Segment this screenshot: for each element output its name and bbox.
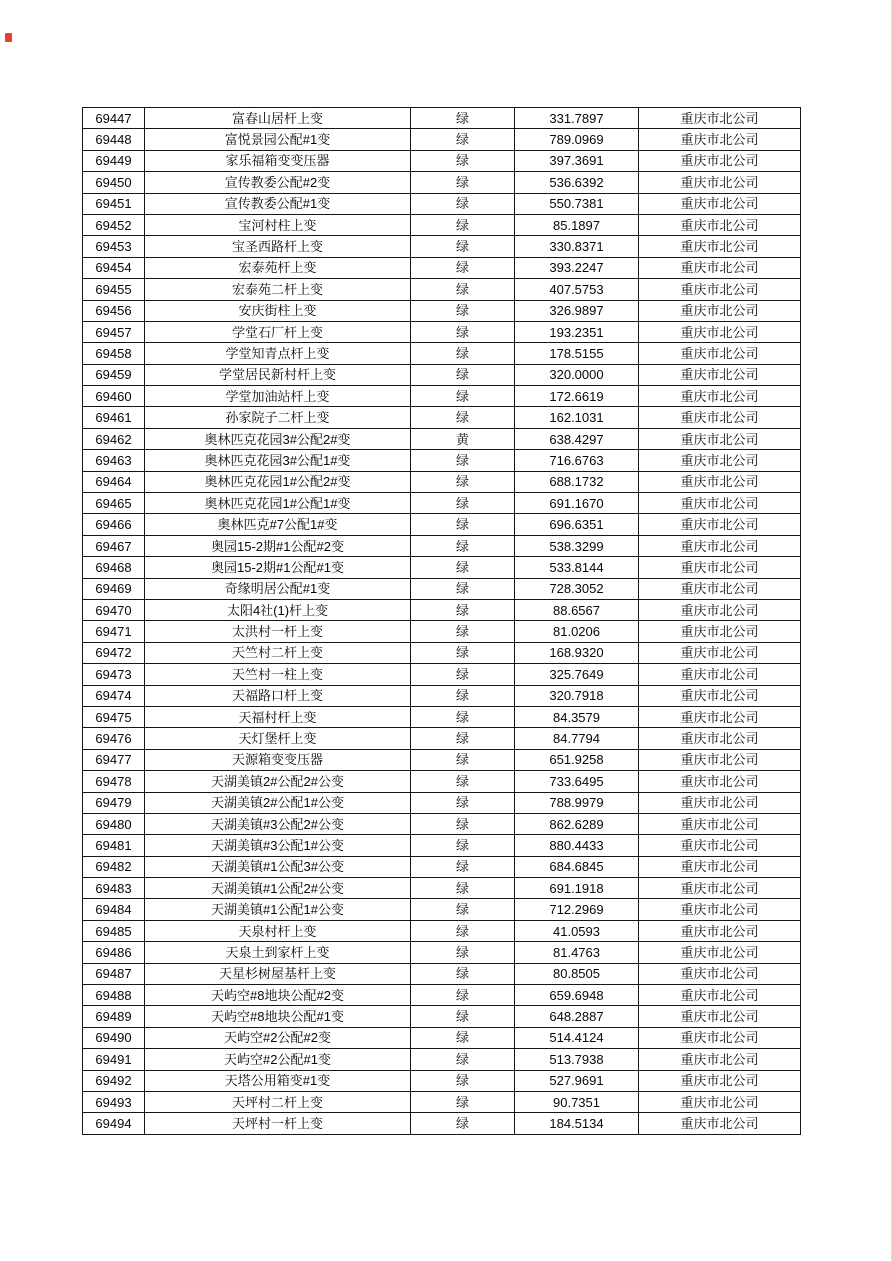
value-cell: 728.3052	[515, 578, 639, 599]
value-cell: 638.4297	[515, 428, 639, 449]
name-cell: 天湖美镇#3公配2#公变	[145, 813, 411, 834]
name-cell: 奥林匹克花园3#公配1#变	[145, 450, 411, 471]
table-row	[83, 386, 801, 407]
status-cell: 绿	[411, 728, 515, 749]
table-row	[83, 920, 801, 941]
value-cell: 84.3579	[515, 706, 639, 727]
id-cell: 69467	[83, 535, 145, 556]
id-cell: 69450	[83, 172, 145, 193]
value-cell: 90.7351	[515, 1091, 639, 1112]
table-row	[83, 300, 801, 321]
company-cell: 重庆市北公司	[639, 428, 801, 449]
company-cell: 重庆市北公司	[639, 364, 801, 385]
id-cell: 69458	[83, 343, 145, 364]
name-cell: 奥林匹克花园3#公配2#变	[145, 428, 411, 449]
table-row	[83, 428, 801, 449]
name-cell: 天泉村杆上变	[145, 920, 411, 941]
name-cell: 天坪村一杆上变	[145, 1113, 411, 1134]
company-cell: 重庆市北公司	[639, 236, 801, 257]
company-cell: 重庆市北公司	[639, 172, 801, 193]
status-cell: 绿	[411, 108, 515, 129]
company-cell: 重庆市北公司	[639, 664, 801, 685]
table-row	[83, 557, 801, 578]
status-cell: 绿	[411, 471, 515, 492]
company-cell: 重庆市北公司	[639, 985, 801, 1006]
id-cell: 69492	[83, 1070, 145, 1091]
status-cell: 绿	[411, 942, 515, 963]
status-cell: 绿	[411, 407, 515, 428]
id-cell: 69476	[83, 728, 145, 749]
table-row	[83, 706, 801, 727]
value-cell: 648.2887	[515, 1006, 639, 1027]
name-cell: 学堂石厂杆上变	[145, 321, 411, 342]
table-row	[83, 1006, 801, 1027]
value-cell: 684.6845	[515, 856, 639, 877]
status-cell: 绿	[411, 1027, 515, 1048]
status-cell: 绿	[411, 257, 515, 278]
company-cell: 重庆市北公司	[639, 407, 801, 428]
company-cell: 重庆市北公司	[639, 792, 801, 813]
id-cell: 69459	[83, 364, 145, 385]
id-cell: 69479	[83, 792, 145, 813]
table-row	[83, 535, 801, 556]
company-cell: 重庆市北公司	[639, 557, 801, 578]
transformer-table	[82, 107, 801, 1135]
id-cell: 69452	[83, 214, 145, 235]
name-cell: 家乐福箱变变压器	[145, 150, 411, 171]
id-cell: 69464	[83, 471, 145, 492]
status-cell: 绿	[411, 856, 515, 877]
value-cell: 538.3299	[515, 535, 639, 556]
id-cell: 69494	[83, 1113, 145, 1134]
id-cell: 69486	[83, 942, 145, 963]
name-cell: 天屿空#8地块公配#1变	[145, 1006, 411, 1027]
status-cell: 绿	[411, 1091, 515, 1112]
name-cell: 天星杉树屋基杆上变	[145, 963, 411, 984]
status-cell: 绿	[411, 214, 515, 235]
value-cell: 716.6763	[515, 450, 639, 471]
id-cell: 69448	[83, 129, 145, 150]
name-cell: 天湖美镇#1公配2#公变	[145, 878, 411, 899]
table-row	[83, 321, 801, 342]
table-row	[83, 257, 801, 278]
id-cell: 69487	[83, 963, 145, 984]
status-cell: 绿	[411, 150, 515, 171]
value-cell: 407.5753	[515, 279, 639, 300]
name-cell: 富悦景园公配#1变	[145, 129, 411, 150]
name-cell: 孙家院子二杆上变	[145, 407, 411, 428]
name-cell: 天湖美镇2#公配1#公变	[145, 792, 411, 813]
status-cell: 黄	[411, 428, 515, 449]
table-row	[83, 642, 801, 663]
id-cell: 69481	[83, 835, 145, 856]
value-cell: 550.7381	[515, 193, 639, 214]
name-cell: 学堂居民新村杆上变	[145, 364, 411, 385]
table-row	[83, 1049, 801, 1070]
table-body	[83, 108, 801, 1135]
company-cell: 重庆市北公司	[639, 129, 801, 150]
status-cell: 绿	[411, 193, 515, 214]
value-cell: 85.1897	[515, 214, 639, 235]
id-cell: 69469	[83, 578, 145, 599]
company-cell: 重庆市北公司	[639, 108, 801, 129]
value-cell: 325.7649	[515, 664, 639, 685]
company-cell: 重庆市北公司	[639, 599, 801, 620]
table-row	[83, 878, 801, 899]
company-cell: 重庆市北公司	[639, 257, 801, 278]
status-cell: 绿	[411, 279, 515, 300]
name-cell: 天湖美镇2#公配2#公变	[145, 771, 411, 792]
status-cell: 绿	[411, 1006, 515, 1027]
company-cell: 重庆市北公司	[639, 535, 801, 556]
company-cell: 重庆市北公司	[639, 920, 801, 941]
value-cell: 514.4124	[515, 1027, 639, 1048]
status-cell: 绿	[411, 835, 515, 856]
table-row	[83, 493, 801, 514]
value-cell: 862.6289	[515, 813, 639, 834]
value-cell: 178.5155	[515, 343, 639, 364]
table-row	[83, 685, 801, 706]
table-row	[83, 942, 801, 963]
id-cell: 69470	[83, 599, 145, 620]
id-cell: 69460	[83, 386, 145, 407]
value-cell: 193.2351	[515, 321, 639, 342]
status-cell: 绿	[411, 450, 515, 471]
table-row	[83, 749, 801, 770]
company-cell: 重庆市北公司	[639, 856, 801, 877]
status-cell: 绿	[411, 1070, 515, 1091]
name-cell: 奇缘明居公配#1变	[145, 578, 411, 599]
status-cell: 绿	[411, 321, 515, 342]
value-cell: 81.0206	[515, 621, 639, 642]
value-cell: 651.9258	[515, 749, 639, 770]
id-cell: 69456	[83, 300, 145, 321]
name-cell: 天福村杆上变	[145, 706, 411, 727]
table-row	[83, 1113, 801, 1134]
company-cell: 重庆市北公司	[639, 835, 801, 856]
status-cell: 绿	[411, 642, 515, 663]
status-cell: 绿	[411, 963, 515, 984]
status-cell: 绿	[411, 899, 515, 920]
id-cell: 69483	[83, 878, 145, 899]
company-cell: 重庆市北公司	[639, 942, 801, 963]
value-cell: 320.7918	[515, 685, 639, 706]
table-row	[83, 578, 801, 599]
id-cell: 69477	[83, 749, 145, 770]
table-row	[83, 108, 801, 129]
company-cell: 重庆市北公司	[639, 578, 801, 599]
table-row	[83, 129, 801, 150]
status-cell: 绿	[411, 129, 515, 150]
company-cell: 重庆市北公司	[639, 1049, 801, 1070]
id-cell: 69449	[83, 150, 145, 171]
id-cell: 69491	[83, 1049, 145, 1070]
id-cell: 69480	[83, 813, 145, 834]
company-cell: 重庆市北公司	[639, 514, 801, 535]
status-cell: 绿	[411, 985, 515, 1006]
value-cell: 688.1732	[515, 471, 639, 492]
status-cell: 绿	[411, 706, 515, 727]
id-cell: 69488	[83, 985, 145, 1006]
company-cell: 重庆市北公司	[639, 899, 801, 920]
table-row	[83, 343, 801, 364]
red-marker	[5, 33, 12, 42]
status-cell: 绿	[411, 386, 515, 407]
value-cell: 326.9897	[515, 300, 639, 321]
table-row	[83, 621, 801, 642]
id-cell: 69472	[83, 642, 145, 663]
id-cell: 69466	[83, 514, 145, 535]
status-cell: 绿	[411, 792, 515, 813]
name-cell: 天湖美镇#1公配3#公变	[145, 856, 411, 877]
status-cell: 绿	[411, 300, 515, 321]
value-cell: 527.9691	[515, 1070, 639, 1091]
status-cell: 绿	[411, 514, 515, 535]
name-cell: 天屿空#2公配#1变	[145, 1049, 411, 1070]
name-cell: 宣传教委公配#1变	[145, 193, 411, 214]
status-cell: 绿	[411, 578, 515, 599]
name-cell: 学堂加油站杆上变	[145, 386, 411, 407]
status-cell: 绿	[411, 685, 515, 706]
company-cell: 重庆市北公司	[639, 1027, 801, 1048]
value-cell: 393.2247	[515, 257, 639, 278]
status-cell: 绿	[411, 557, 515, 578]
name-cell: 天屿空#2公配#2变	[145, 1027, 411, 1048]
name-cell: 天福路口杆上变	[145, 685, 411, 706]
status-cell: 绿	[411, 236, 515, 257]
table-row	[83, 899, 801, 920]
name-cell: 天竺村一柱上变	[145, 664, 411, 685]
company-cell: 重庆市北公司	[639, 214, 801, 235]
status-cell: 绿	[411, 878, 515, 899]
name-cell: 奥园15-2期#1公配#1变	[145, 557, 411, 578]
value-cell: 788.9979	[515, 792, 639, 813]
name-cell: 奥园15-2期#1公配#2变	[145, 535, 411, 556]
id-cell: 69493	[83, 1091, 145, 1112]
name-cell: 奥林匹克#7公配1#变	[145, 514, 411, 535]
table-row	[83, 407, 801, 428]
table-row	[83, 514, 801, 535]
status-cell: 绿	[411, 599, 515, 620]
table-row	[83, 1091, 801, 1112]
company-cell: 重庆市北公司	[639, 963, 801, 984]
table-row	[83, 835, 801, 856]
id-cell: 69478	[83, 771, 145, 792]
company-cell: 重庆市北公司	[639, 685, 801, 706]
value-cell: 84.7794	[515, 728, 639, 749]
id-cell: 69489	[83, 1006, 145, 1027]
table-row	[83, 1027, 801, 1048]
status-cell: 绿	[411, 172, 515, 193]
company-cell: 重庆市北公司	[639, 813, 801, 834]
value-cell: 88.6567	[515, 599, 639, 620]
company-cell: 重庆市北公司	[639, 343, 801, 364]
table-row	[83, 214, 801, 235]
company-cell: 重庆市北公司	[639, 450, 801, 471]
name-cell: 天竺村二杆上变	[145, 642, 411, 663]
company-cell: 重庆市北公司	[639, 706, 801, 727]
id-cell: 69457	[83, 321, 145, 342]
status-cell: 绿	[411, 343, 515, 364]
name-cell: 天屿空#8地块公配#2变	[145, 985, 411, 1006]
company-cell: 重庆市北公司	[639, 1070, 801, 1091]
name-cell: 天泉土到家杆上变	[145, 942, 411, 963]
company-cell: 重庆市北公司	[639, 471, 801, 492]
name-cell: 太阳4社(1)杆上变	[145, 599, 411, 620]
status-cell: 绿	[411, 664, 515, 685]
status-cell: 绿	[411, 493, 515, 514]
company-cell: 重庆市北公司	[639, 193, 801, 214]
value-cell: 513.7938	[515, 1049, 639, 1070]
table-row	[83, 963, 801, 984]
id-cell: 69451	[83, 193, 145, 214]
table-row	[83, 792, 801, 813]
status-cell: 绿	[411, 364, 515, 385]
name-cell: 宏泰苑二杆上变	[145, 279, 411, 300]
company-cell: 重庆市北公司	[639, 621, 801, 642]
id-cell: 69447	[83, 108, 145, 129]
name-cell: 安庆街柱上变	[145, 300, 411, 321]
company-cell: 重庆市北公司	[639, 321, 801, 342]
table-row	[83, 985, 801, 1006]
value-cell: 696.6351	[515, 514, 639, 535]
name-cell: 天塔公用箱变#1变	[145, 1070, 411, 1091]
value-cell: 41.0593	[515, 920, 639, 941]
id-cell: 69465	[83, 493, 145, 514]
value-cell: 533.8144	[515, 557, 639, 578]
table-row	[83, 236, 801, 257]
status-cell: 绿	[411, 749, 515, 770]
value-cell: 81.4763	[515, 942, 639, 963]
name-cell: 富春山居杆上变	[145, 108, 411, 129]
table-row	[83, 471, 801, 492]
table-row	[83, 450, 801, 471]
table-row	[83, 599, 801, 620]
company-cell: 重庆市北公司	[639, 493, 801, 514]
value-cell: 691.1918	[515, 878, 639, 899]
company-cell: 重庆市北公司	[639, 386, 801, 407]
value-cell: 184.5134	[515, 1113, 639, 1134]
name-cell: 天源箱变变压器	[145, 749, 411, 770]
value-cell: 397.3691	[515, 150, 639, 171]
company-cell: 重庆市北公司	[639, 279, 801, 300]
id-cell: 69490	[83, 1027, 145, 1048]
company-cell: 重庆市北公司	[639, 728, 801, 749]
id-cell: 69462	[83, 428, 145, 449]
table-row	[83, 364, 801, 385]
company-cell: 重庆市北公司	[639, 1113, 801, 1134]
table-row	[83, 193, 801, 214]
id-cell: 69475	[83, 706, 145, 727]
table-row	[83, 172, 801, 193]
value-cell: 162.1031	[515, 407, 639, 428]
value-cell: 168.9320	[515, 642, 639, 663]
id-cell: 69453	[83, 236, 145, 257]
status-cell: 绿	[411, 920, 515, 941]
company-cell: 重庆市北公司	[639, 642, 801, 663]
name-cell: 宝河村柱上变	[145, 214, 411, 235]
id-cell: 69461	[83, 407, 145, 428]
id-cell: 69468	[83, 557, 145, 578]
id-cell: 69454	[83, 257, 145, 278]
company-cell: 重庆市北公司	[639, 878, 801, 899]
value-cell: 733.6495	[515, 771, 639, 792]
id-cell: 69474	[83, 685, 145, 706]
id-cell: 69482	[83, 856, 145, 877]
value-cell: 789.0969	[515, 129, 639, 150]
table-row	[83, 664, 801, 685]
table-row	[83, 771, 801, 792]
name-cell: 天湖美镇#1公配1#公变	[145, 899, 411, 920]
name-cell: 天灯堡杆上变	[145, 728, 411, 749]
status-cell: 绿	[411, 621, 515, 642]
value-cell: 330.8371	[515, 236, 639, 257]
table-row	[83, 813, 801, 834]
company-cell: 重庆市北公司	[639, 150, 801, 171]
id-cell: 69485	[83, 920, 145, 941]
status-cell: 绿	[411, 535, 515, 556]
table-row	[83, 150, 801, 171]
id-cell: 69484	[83, 899, 145, 920]
table-row	[83, 279, 801, 300]
id-cell: 69463	[83, 450, 145, 471]
value-cell: 80.8505	[515, 963, 639, 984]
status-cell: 绿	[411, 1049, 515, 1070]
status-cell: 绿	[411, 813, 515, 834]
name-cell: 奥林匹克花园1#公配1#变	[145, 493, 411, 514]
name-cell: 宣传教委公配#2变	[145, 172, 411, 193]
name-cell: 奥林匹克花园1#公配2#变	[145, 471, 411, 492]
company-cell: 重庆市北公司	[639, 1006, 801, 1027]
value-cell: 880.4433	[515, 835, 639, 856]
id-cell: 69473	[83, 664, 145, 685]
company-cell: 重庆市北公司	[639, 300, 801, 321]
id-cell: 69471	[83, 621, 145, 642]
id-cell: 69455	[83, 279, 145, 300]
value-cell: 712.2969	[515, 899, 639, 920]
name-cell: 宏泰苑杆上变	[145, 257, 411, 278]
value-cell: 320.0000	[515, 364, 639, 385]
value-cell: 659.6948	[515, 985, 639, 1006]
name-cell: 学堂知青点杆上变	[145, 343, 411, 364]
table-row	[83, 728, 801, 749]
table-row	[83, 856, 801, 877]
company-cell: 重庆市北公司	[639, 1091, 801, 1112]
name-cell: 天湖美镇#3公配1#公变	[145, 835, 411, 856]
status-cell: 绿	[411, 771, 515, 792]
company-cell: 重庆市北公司	[639, 749, 801, 770]
name-cell: 宝圣西路杆上变	[145, 236, 411, 257]
status-cell: 绿	[411, 1113, 515, 1134]
company-cell: 重庆市北公司	[639, 771, 801, 792]
value-cell: 331.7897	[515, 108, 639, 129]
value-cell: 691.1670	[515, 493, 639, 514]
name-cell: 天坪村二杆上变	[145, 1091, 411, 1112]
value-cell: 172.6619	[515, 386, 639, 407]
value-cell: 536.6392	[515, 172, 639, 193]
name-cell: 太洪村一杆上变	[145, 621, 411, 642]
table-row	[83, 1070, 801, 1091]
